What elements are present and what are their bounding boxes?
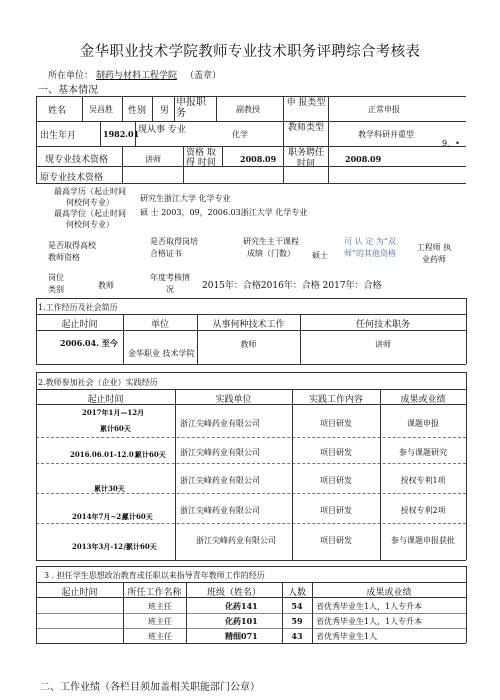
s3-row-class: 化药101 (225, 616, 258, 626)
s3-row-job: 班主任 (148, 602, 172, 611)
s3-row-job: 班主任 (148, 632, 172, 641)
s2-row-content: 项目研发 (320, 536, 352, 545)
s2-row-unit: 浙江尖峰药业有限公司 (180, 419, 260, 428)
highest-edu-value: 研究生浙江大学 化学专业 (140, 194, 231, 203)
s2-row-days: 累计60天 (126, 542, 157, 551)
s3-header-time: 起止时间 (61, 588, 98, 598)
highest-degree-label: 最高学位（起止时间何校何专业） (54, 209, 126, 229)
apply-type-value: 正常申报 (368, 105, 400, 114)
s3-row-class: 精细071 (225, 631, 258, 641)
gender-value: 男 (160, 106, 170, 116)
annual-value: 2015年：合格2016年：合格 2017年：合格 (202, 281, 382, 291)
s2-row-result: 参与课题申报获批 (391, 536, 455, 545)
unit-value: 制药与材料工程学院 (96, 71, 178, 81)
post-time-value: 2008.09 (345, 154, 382, 164)
s1-row-unit: 金华职业 技术学院 (128, 349, 195, 358)
birth-label: 出生年月 (40, 131, 77, 141)
name-label: 姓名 (48, 106, 67, 116)
gender-label: 性别 (128, 106, 147, 116)
s2-row-content: 项目研发 (320, 506, 352, 515)
apply-post-value: 副教授 (236, 105, 260, 114)
s1-row-post: 讲师 (375, 340, 391, 349)
s3-row-count: 54 (291, 601, 303, 611)
s2-row-time: 2017年1月—12月 (82, 408, 145, 417)
section-basic-heading: 一、基本情况 (38, 85, 98, 96)
cur-title-value: 讲师 (145, 155, 161, 164)
s2-row-result: 课题申报 (407, 419, 439, 428)
s2-row-result: 授权专利2项 (400, 506, 446, 515)
s2-row-content: 项目研发 (320, 448, 352, 457)
s2-row-content: 项目研发 (320, 419, 352, 428)
s2-row-days: 累计30天 (94, 484, 125, 493)
orig-title-label: 原专业技术资格 (40, 173, 104, 183)
side-note: 9、• (442, 139, 460, 148)
s1-header-time: 起止时间 (61, 320, 98, 330)
highest-degree-value: 硕 士 2003，09，2006.03浙江大学 化学专业 (140, 208, 308, 217)
backbone-label: 研究生主干课程成绩（门数） (243, 237, 299, 258)
cert-label: 是否取得岗培合格证书 (150, 237, 198, 258)
s2-header-unit: 实践单位 (215, 395, 252, 405)
s1-header-work: 从事何种技术工作 (212, 320, 285, 330)
s2-row-unit: 浙江尖峰药业有限公司 (196, 536, 276, 545)
s2-header-result: 成果或业绩 (400, 395, 446, 405)
s2-row-unit: 浙江尖峰药业有限公司 (180, 506, 260, 515)
s2-row-time: 2013年3月-12月 (72, 542, 130, 551)
s3-row-job: 班主任 (148, 617, 172, 626)
s3-row-result: 省优秀毕业生1人，1人专升本 (316, 617, 423, 626)
dual-qual-label: 可 认 定 为“双师”的其他资格 (343, 237, 397, 258)
s3-row-count: 43 (291, 631, 303, 641)
s2-row-days: 累计60天 (100, 424, 131, 433)
s3-row-class: 化药141 (225, 601, 258, 611)
work-history-heading: 1.工作经历及社会简历 (38, 303, 118, 312)
s1-row-work: 教师 (240, 340, 257, 349)
birth-value: 1982.01 (103, 129, 140, 139)
obtain-time-label: 资格 取得 时间 (186, 148, 216, 168)
s2-row-time: 2014年7月~2月 (72, 512, 129, 521)
page-title: 金华职业技术学院教师专业技术职务评聘综合考核表 (79, 44, 421, 60)
s2-row-result: 授权专利1项 (400, 476, 446, 485)
s2-row-result: 参与课题研究 (399, 448, 447, 457)
s3-row-count: 59 (291, 616, 303, 626)
apply-type-label: 申 报类型 (286, 98, 326, 108)
s2-row-time: 2016.06.01-12.01 (70, 450, 139, 459)
s1-row-time: 2006.04. 至今 (60, 338, 118, 348)
s2-row-unit: 浙江尖峰药业有限公司 (180, 448, 260, 457)
s3-header-count: 人数 (287, 588, 306, 598)
highest-edu-label: 最高学历（起止时间何校何专业） (54, 187, 126, 207)
post-cat-value: 教师 (98, 281, 114, 290)
teacher-qual-label: 是否取得高校教师资格 (48, 241, 96, 262)
s2-row-days: 累计60天 (135, 450, 166, 459)
major-label: 现从事 专业 (138, 125, 186, 135)
name-value: 吴昌胜 (89, 105, 113, 114)
obtain-time-value: 2008.09 (240, 154, 277, 164)
s3-row-result: 省优秀毕业生1人 (316, 632, 378, 641)
post-time-label: 职务聘任时间 (288, 148, 325, 169)
annual-label: 年度考核情况 (150, 273, 190, 294)
s3-row-result: 省优秀毕业生1人，1人专升本 (316, 602, 423, 611)
s1-header-post: 任何技术职务 (355, 320, 410, 330)
post-cat-label: 岗位类别 (48, 273, 64, 294)
s2-header-time: 起止时间 (87, 395, 124, 405)
other-qual-value: 工程师 执业药师 (416, 243, 452, 264)
s2-row-content: 项目研发 (320, 476, 352, 485)
teacher-type-value: 教学科研并重型 (358, 130, 414, 139)
s1-header-unit: 单位 (150, 320, 169, 330)
unit-label: 所在单位： (48, 71, 94, 81)
teacher-type-label: 教师类型 (288, 123, 325, 133)
s3-header-class: 班级（姓名） (206, 588, 261, 598)
practice-heading: 2.教师参加社会（企业）实践经历 (38, 378, 158, 387)
s2-row-unit: 浙江尖峰药业有限公司 (180, 476, 260, 485)
s2-header-content: 实践工作内容 (308, 395, 363, 405)
master-value: 硕士 (312, 251, 328, 260)
section-performance-heading: 二、工作业绩（各栏目须加盖相关职能部门公章） (40, 682, 260, 693)
student-work-heading: 3 . 担任学生思想政治教育或任职以来指导青年教师工作的经历 (44, 571, 265, 580)
s2-row-days: 累计60天 (122, 512, 153, 521)
seal-text: （盖章） (185, 71, 222, 81)
major-value: 化学 (232, 130, 248, 139)
s3-header-job: 所任工作名称 (127, 588, 182, 598)
apply-post-label: 申报职务 (176, 97, 206, 119)
s3-header-result: 成果或业绩 (366, 588, 412, 598)
cur-title-label: 现专业技术资格 (45, 155, 109, 165)
